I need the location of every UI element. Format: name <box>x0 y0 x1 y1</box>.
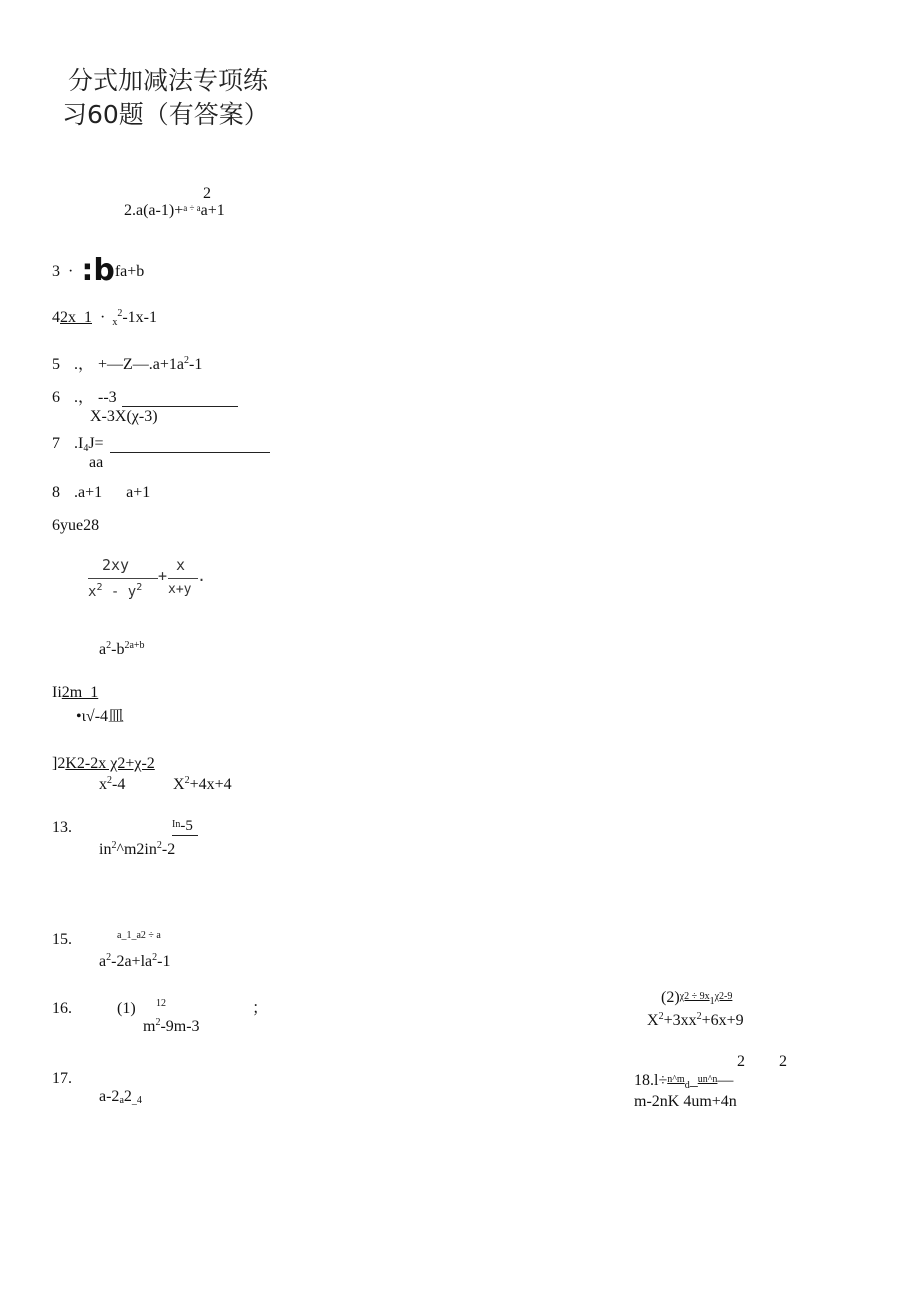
problem-16-den2-sup: 2 <box>658 1011 664 1022</box>
problem-13-den-c: -2 <box>161 841 176 858</box>
problem-10-denominator2: x+y <box>168 582 192 597</box>
problem-17-denominator <box>99 1089 142 1106</box>
problem-6-text: .， --3 <box>74 389 117 406</box>
problem-6 <box>52 390 117 406</box>
problem-13-top <box>172 819 193 834</box>
problem-3-big: :b <box>81 253 115 288</box>
problem-5-tail: -1 <box>189 356 203 373</box>
problem-2-small: a ÷ a <box>183 203 201 213</box>
document-title-line1: 分式加减法专项练 <box>68 66 269 95</box>
problem-18: 18.l÷n^md_un^n— <box>634 1072 734 1091</box>
problem-13-den-sup: 2 <box>111 840 117 851</box>
problem-15-den-a: a <box>99 953 107 970</box>
problem-11-lead: Ii <box>52 684 62 701</box>
problem-12-den1-sup: 2 <box>107 775 112 786</box>
problem-18-ul1: n^m <box>667 1074 685 1085</box>
problem-11-second-line: •ι√-4皿 <box>76 708 125 725</box>
problem-17-den-b: 2 <box>123 1088 132 1105</box>
problem-3-dot: · <box>68 263 74 280</box>
problem-10-den-d: 2 <box>136 582 143 593</box>
problem-5-text: .， +—Z—.a+1a <box>74 356 185 373</box>
problem-12-den2-tail: +4x+4 <box>189 776 232 793</box>
problem-13-fraction-line <box>172 835 198 836</box>
problem-10-expression <box>84 555 214 605</box>
problem-15-top: a_1_a2 ÷ a <box>117 930 161 941</box>
problem-4 <box>52 309 157 328</box>
problem-12-den1: x <box>99 776 107 793</box>
problem-17-den-c: _4 <box>131 1095 142 1106</box>
problem-12-den1-tail: -4 <box>112 776 126 793</box>
problem-7-denominator: aa <box>89 454 104 471</box>
problem-16-part1: (1) <box>117 1000 136 1017</box>
problem-16-top2: χ2 ÷ 9x <box>679 991 710 1002</box>
problem-9-label: 6yue28 <box>52 517 100 534</box>
problem-5 <box>52 356 202 373</box>
problem-4-underlined: 2x_1 <box>60 309 92 326</box>
problem-16-den1-sup: 2 <box>155 1017 161 1028</box>
problem-8-text: .a+1 <box>74 484 103 501</box>
problem-15-den-b: -2a+la <box>111 953 153 970</box>
problem-10-numerator: 2xy <box>102 556 130 574</box>
problem-10-numerator2: x <box>176 556 186 574</box>
problem-10-den-a: x <box>88 584 97 600</box>
problem-2-tail: a+1 <box>200 202 225 219</box>
problem-16-den1: m <box>143 1018 156 1035</box>
problem-10b <box>99 641 145 658</box>
problem-6-denominator: X-3X(χ-3) <box>90 408 158 425</box>
problem-15-number: 15. <box>52 931 72 948</box>
problem-10-dot: . <box>197 567 207 585</box>
problem-15-den-sup2: 2 <box>152 952 158 963</box>
problem-5-sup: 2 <box>184 355 190 366</box>
problem-11 <box>52 685 98 701</box>
problem-12-denominator-2 <box>173 776 232 793</box>
problem-13-top-b: -5 <box>180 818 193 834</box>
problem-8-text2: a+1 <box>126 484 151 501</box>
problem-10-fraction-line2 <box>168 578 198 579</box>
problem-4-tail: -1x-1 <box>122 309 157 326</box>
problem-12-lead: ]2 <box>52 755 66 772</box>
problem-7-fraction-line <box>110 452 270 453</box>
problem-8-number: 8 <box>52 484 60 501</box>
problem-16-den2-tail: +3xx <box>663 1012 697 1029</box>
problem-10b-sup2: 2a+b <box>124 640 145 651</box>
problem-10-den-c: - y <box>102 584 137 600</box>
problem-2 <box>124 203 225 219</box>
problem-7-number: 7 <box>52 435 60 452</box>
problem-13-top-a: In <box>172 819 181 830</box>
problem-4-sup: 2 <box>117 308 123 319</box>
problem-15-den-c: -1 <box>157 953 171 970</box>
problem-7 <box>52 436 104 454</box>
problem-13-den-b: ^m2in <box>116 841 157 858</box>
problem-18-ul2: un^n <box>697 1074 718 1085</box>
problem-2-superscript: 2 <box>203 185 211 202</box>
problem-7-sub: 4 <box>83 443 89 454</box>
problem-6-fraction-line <box>122 406 238 407</box>
problem-8 <box>52 485 150 501</box>
problem-3-number: 3 <box>52 263 60 280</box>
problem-4-sub: x <box>112 317 118 328</box>
problem-18-sub1: d <box>684 1080 690 1091</box>
problem-18-sup2: 2 <box>779 1053 787 1070</box>
problem-12-underlined: K2-2x χ2+χ-2 <box>65 755 155 772</box>
problem-13-den-a: in <box>99 841 112 858</box>
problem-16-top2c: 1 <box>709 996 715 1007</box>
problem-18-lead: 18.l÷ <box>634 1072 668 1089</box>
problem-16-top1: 12 <box>156 998 166 1009</box>
problem-3 <box>52 253 145 288</box>
problem-17-den-sub: a <box>119 1095 124 1106</box>
problem-16-den2: X <box>647 1012 659 1029</box>
problem-10-denominator <box>88 583 142 599</box>
problem-10-fraction-line <box>88 578 158 579</box>
problem-18-sup1: 2 <box>737 1053 745 1070</box>
problem-16-number: 16. <box>52 1000 72 1017</box>
problem-16-denominator1 <box>143 1018 200 1035</box>
problem-15-denominator <box>99 953 170 970</box>
problem-6-number: 6 <box>52 389 60 406</box>
problem-16-den2-sup2: 2 <box>696 1011 702 1022</box>
problem-12 <box>52 756 155 772</box>
problem-16-semicolon: ； <box>252 1000 269 1017</box>
problem-17-den-a: a-2 <box>99 1088 120 1105</box>
document-title-line2: 习60题（有答案） <box>62 100 269 129</box>
problem-16-den1-tail: -9m-3 <box>160 1018 200 1035</box>
problem-17-number: 17. <box>52 1070 72 1087</box>
problem-16-part2 <box>661 990 732 1007</box>
problem-2-main: 2.a(a-1)+ <box>124 202 184 219</box>
problem-13-den-sup2: 2 <box>156 840 162 851</box>
problem-3-tail: fa+b <box>114 263 145 280</box>
problem-10-den-b: 2 <box>96 582 103 593</box>
problem-12-den2: X <box>173 776 185 793</box>
problem-16-den2-tail2: +6x+9 <box>701 1012 744 1029</box>
problem-10-plus: + <box>158 567 168 585</box>
problem-11-underlined: 2m_1 <box>61 684 99 701</box>
problem-12-den2-sup: 2 <box>184 775 190 786</box>
problem-10b-mid: -b <box>111 641 125 658</box>
problem-13-denominator <box>99 841 175 858</box>
problem-16-part2-label: (2) <box>661 989 680 1006</box>
problem-5-number: 5 <box>52 356 60 373</box>
problem-13-number: 13. <box>52 819 72 836</box>
problem-16-denominator2 <box>647 1012 744 1029</box>
problem-4-dot: · <box>100 309 106 326</box>
problem-7-text2: J= <box>88 435 104 452</box>
problem-12-denominator-1 <box>99 776 125 793</box>
problem-18-denominator: m-2nK 4um+4n <box>634 1093 737 1110</box>
problem-15-den-sup: 2 <box>106 952 112 963</box>
problem-10b-sup1: 2 <box>106 640 112 651</box>
problem-16-top2b: χ2-9 <box>714 991 733 1002</box>
problem-7-text: .I <box>74 435 84 452</box>
problem-4-lead: 4 <box>52 309 60 326</box>
problem-10b-a: a <box>99 641 107 658</box>
